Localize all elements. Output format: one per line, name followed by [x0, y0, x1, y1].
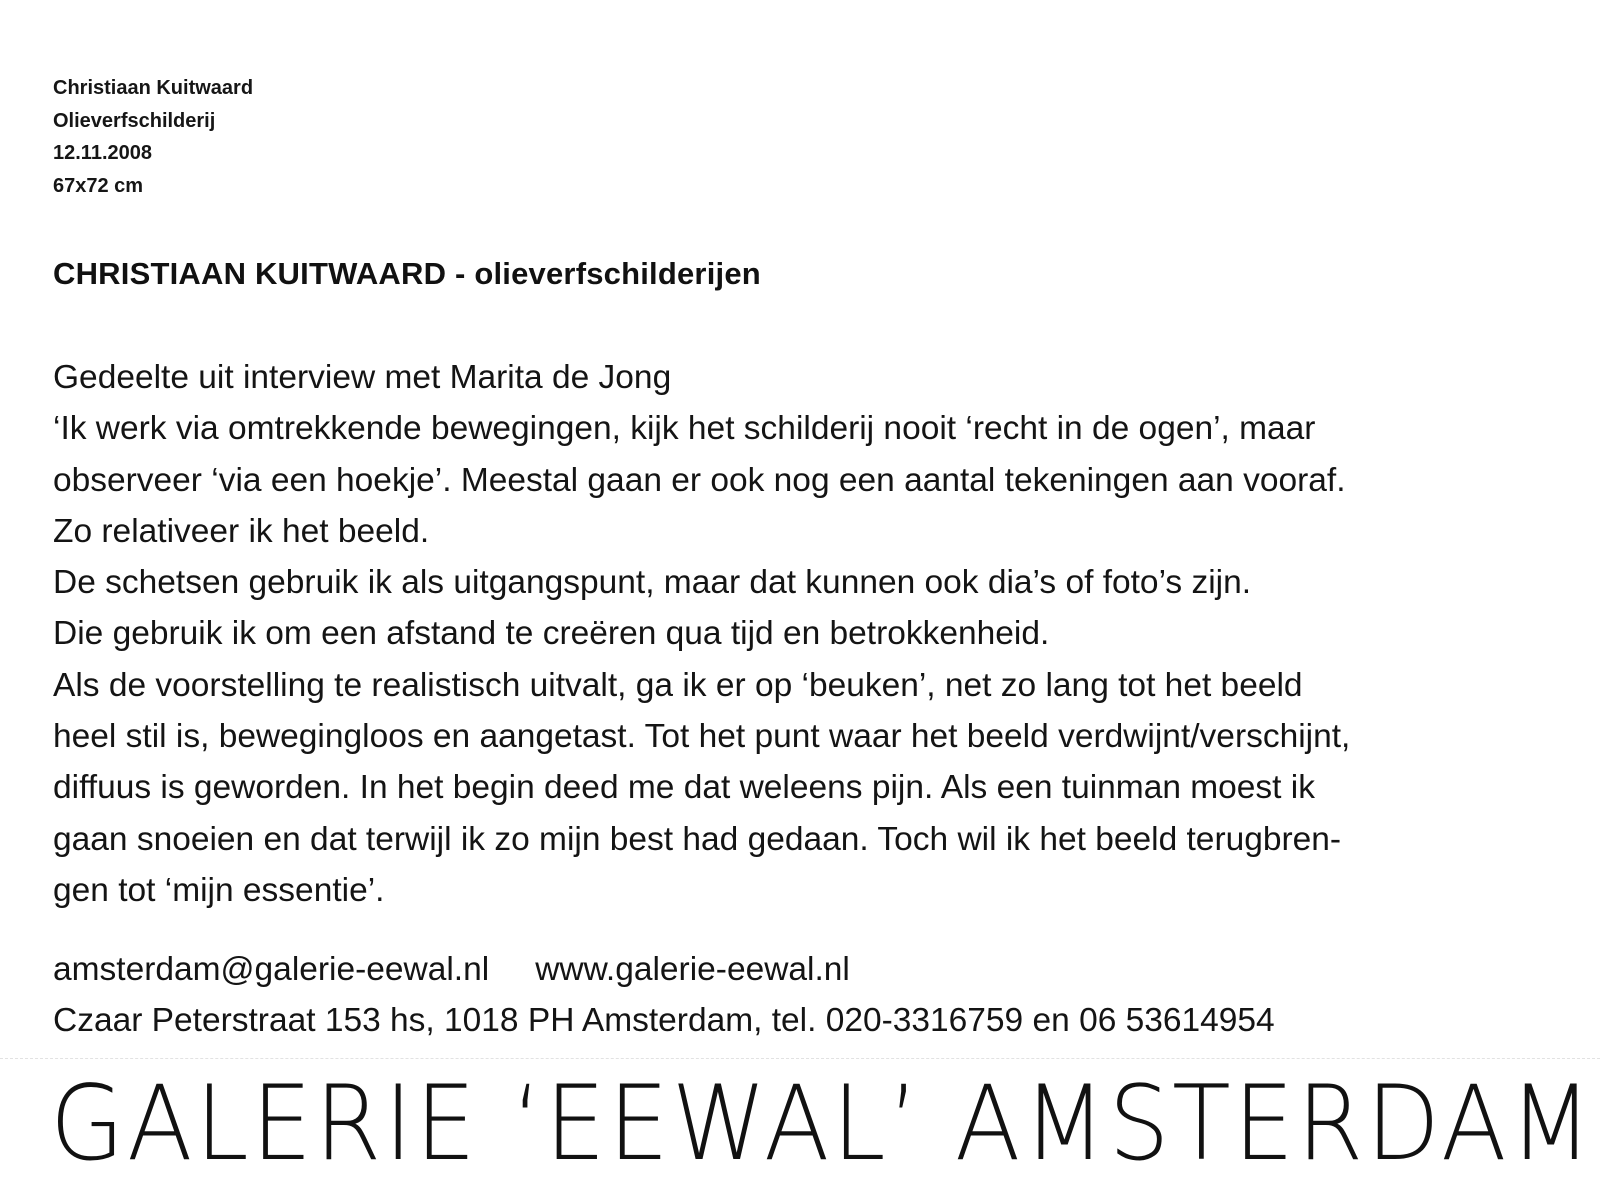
- divider: [0, 1058, 1600, 1059]
- text-line: Gedeelte uit interview met Marita de Jong: [53, 359, 672, 396]
- email-link[interactable]: amsterdam@galerie-eewal.nl: [53, 951, 490, 988]
- interview-text: [53, 352, 1573, 916]
- text-line: De schetsen gebruik ik als uitgangspunt, maar dat kunnen ook dia’s of foto’s zijn.: [53, 564, 1252, 602]
- caption-date: 12.11.2008: [53, 142, 152, 164]
- caption-medium: Olieverfschilderij: [53, 109, 216, 132]
- address-line: Czaar Peterstraat 153 hs, 1018 PH Amsterdam, tel. 020-3316759 en 06 53614954: [53, 1002, 1275, 1039]
- text-line: heel stil is, bewegingloos en aangetast. Tot het punt waar het beeld verdwijnt/verschijnt,: [53, 718, 1351, 756]
- text-line: Die gebruik ik om een afstand te creëren qua tijd en betrokkenheid.: [53, 615, 1050, 653]
- text-line: ‘Ik werk via omtrekkende bewegingen, kijk het schilderij nooit ‘recht in de ogen’, maar: [53, 410, 1316, 448]
- text-line: observeer ‘via een hoekje’. Meestal gaan er ook nog een aantal tekeningen aan vooraf.: [53, 461, 1346, 499]
- caption-size: 67x72 cm: [53, 174, 144, 197]
- text-line: gen tot ‘mijn essentie’.: [53, 871, 385, 909]
- text-line: Zo relativeer ik het beeld.: [53, 512, 430, 550]
- website-link[interactable]: www.galerie-eewal.nl: [535, 951, 850, 988]
- page-title: CHRISTIAAN KUITWAARD - olieverfschilderijen: [53, 256, 761, 291]
- caption-artist: Christiaan Kuitwaard: [53, 77, 254, 99]
- gallery-name: GALERIE ‘EEWAL’ AMSTERDAM: [50, 1064, 1595, 1184]
- text-line: gaan snoeien en dat terwijl ik zo mijn best had gedaan. Toch wil ik het beeld terugbren-: [53, 820, 1342, 858]
- contact-links: [53, 944, 1275, 995]
- contact-block: [53, 944, 1275, 1046]
- text-line: Als de voorstelling te realistisch uitvalt, ga ik er op ‘beuken’, net zo lang tot het beeld: [53, 666, 1303, 704]
- artwork-caption: [53, 72, 253, 202]
- text-line: diffuus is geworden. In het begin deed me dat weleens pijn. Als een tuinman moest ik: [53, 769, 1315, 807]
